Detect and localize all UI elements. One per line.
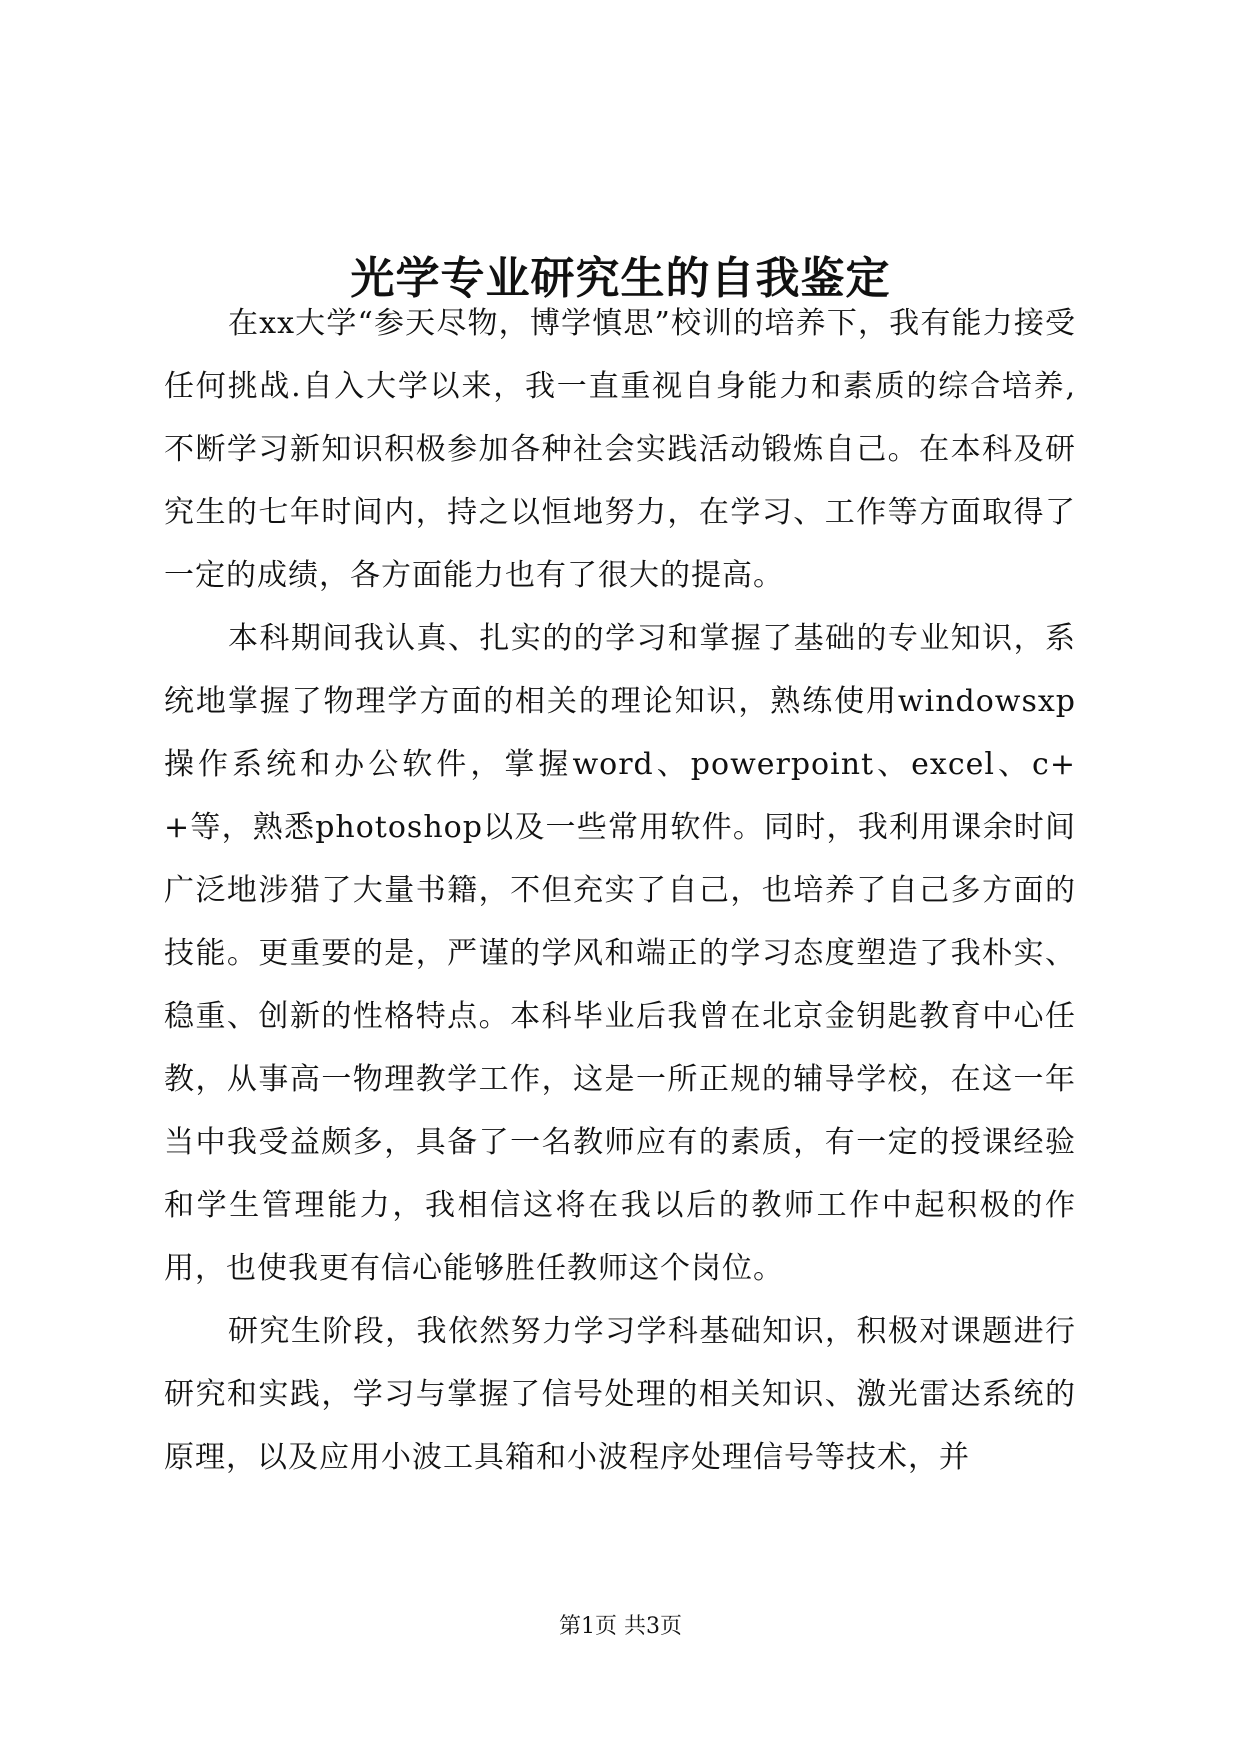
document-body	[164, 292, 1076, 1489]
paragraph: 在xx大学“参天尽物，博学慎思”校训的培养下，我有能力接受任何挑战.自入大学以来，我一直重视自身能力和素质的综合培养,不断学习新知识积极参加各种社会实践活动锻炼自己。在本科及研究生的七年时间内，持之以恒地努力，在学习、工作等方面取得了一定的成绩，各方面能力也有了很大的提高。	[164, 306, 1076, 593]
document-title: 光学专业研究生的自我鉴定	[350, 253, 891, 305]
page-number-footer: 第1页 共3页	[559, 1614, 682, 1639]
paragraph: 研究生阶段，我依然努力学习学科基础知识，积极对课题进行研究和实践，学习与掌握了信号处理的相关知识、激光雷达系统的原理，以及应用小波工具箱和小波程序处理信号等技术，并	[164, 1314, 1076, 1475]
paragraph: 本科期间我认真、扎实的的学习和掌握了基础的专业知识，系统地掌握了物理学方面的相关的理论知识，熟练使用windowsxp操作系统和办公软件，掌握word、powerpoint、excel、c++等，熟悉photoshop以及一些常用软件。同时，我利用课余时间广泛地涉猎了大量书籍，不但充实了自己，也培养了自己多方面的技能。更重要的是，严谨的学风和端正的学习态度塑造了我朴实、稳重、创新的性格特点。本科毕业后我曾在北京金钥匙教育中心任教，从事高一物理教学工作，这是一所正规的辅导学校，在这一年当中我受益颇多，具备了一名教师应有的素质，有一定的授课经验和学生管理能力，我相信这将在我以后的教师工作中起积极的作用，也使我更有信心能够胜任教师这个岗位。	[164, 621, 1076, 1286]
